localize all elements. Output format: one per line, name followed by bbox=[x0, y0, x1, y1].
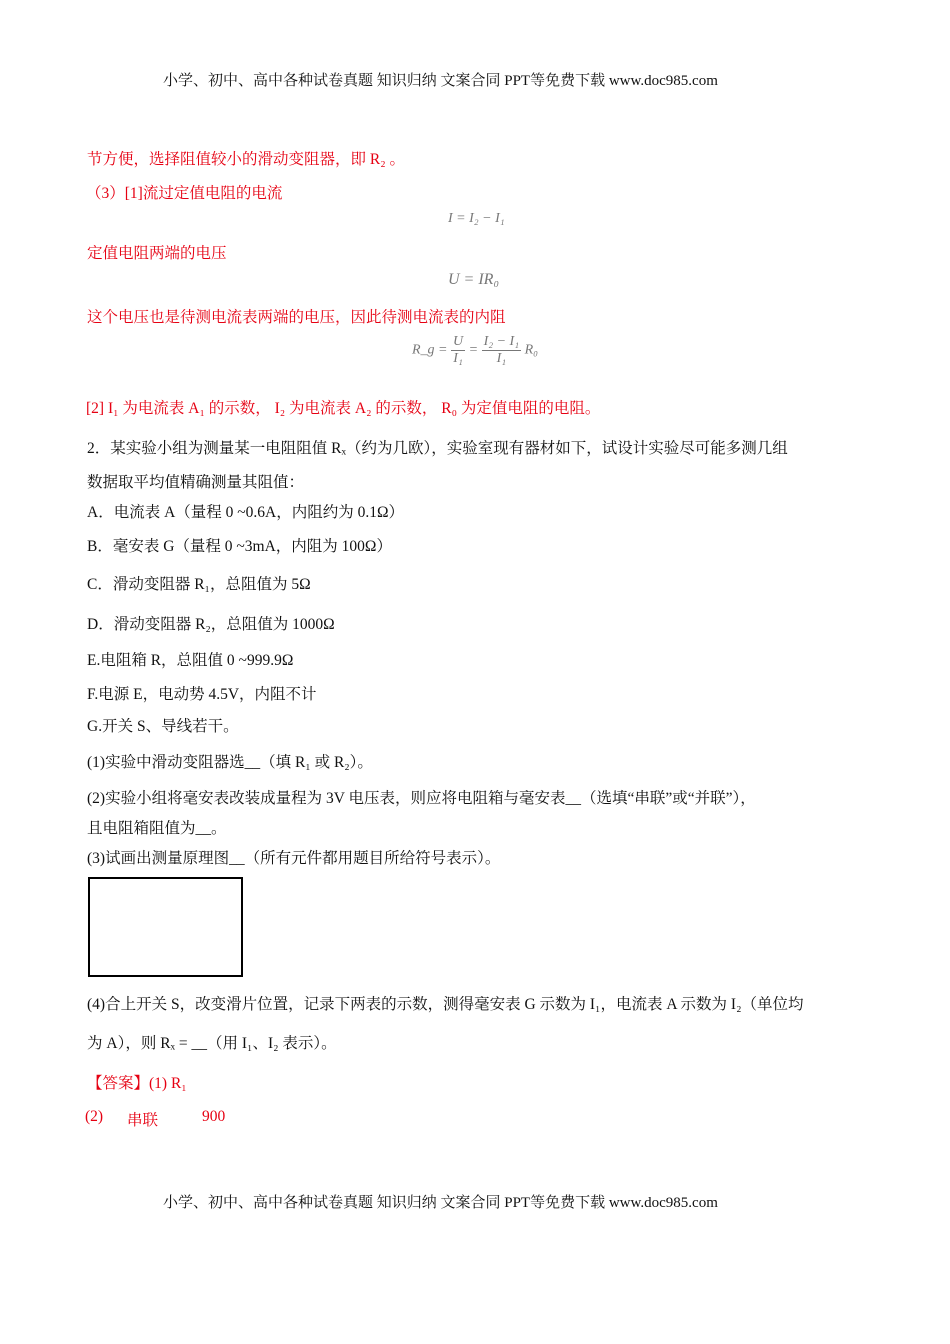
answer-1: 【答案】(1) R₁ bbox=[87, 1075, 187, 1092]
solution-line: 节方便，选择阻值较小的滑动变阻器，即 R₂ 。 bbox=[87, 151, 405, 168]
subquestion-4-cont: 为 A），则 Rₓ = __（用 I₁、I₂ 表示）。 bbox=[87, 1035, 337, 1052]
equation-rg bbox=[412, 334, 538, 367]
solution-line: 定值电阻两端的电压 bbox=[87, 245, 227, 262]
option-f: F.电源 E，电动势 4.5V，内阻不计 bbox=[87, 686, 317, 703]
diagram-answer-box bbox=[88, 877, 243, 977]
option-a: A．电流表 A（量程 0 ~0.6A，内阻约为 0.1Ω） bbox=[87, 504, 404, 521]
eq-part: R₀ bbox=[524, 342, 539, 358]
answer-2-label: (2) bbox=[85, 1108, 104, 1125]
option-c: C．滑动变阻器 R₁，总阻值为 5Ω bbox=[87, 576, 311, 593]
solution-line: （3）[1]流过定值电阻的电流 bbox=[86, 185, 283, 202]
page-footer: 小学、初中、高中各种试卷真题 知识归纳 文案合同 PPT等免费下载 www.doc985.com bbox=[163, 1195, 718, 1211]
subquestion-2: (2)实验小组将毫安表改装成量程为 3V 电压表，则应将电阻箱与毫安表__（选填“串联”或“并联”）， bbox=[87, 790, 756, 807]
question-stem: 数据取平均值精确测量其阻值： bbox=[87, 474, 305, 491]
answer-2-value: 串联 bbox=[127, 1112, 159, 1129]
eq-part: U bbox=[453, 334, 464, 349]
option-b: B．毫安表 G（量程 0 ~3mA，内阻为 100Ω） bbox=[87, 538, 392, 555]
option-g: G.开关 S、导线若干。 bbox=[87, 718, 239, 735]
fraction bbox=[451, 334, 465, 367]
subquestion-1: (1)实验中滑动变阻器选__（填 R₁ 或 R₂）。 bbox=[87, 754, 373, 771]
eq-part: I₁ bbox=[496, 351, 507, 366]
option-e: E.电阻箱 R，总阻值 0 ~999.9Ω bbox=[87, 652, 294, 669]
eq-part: I₁ bbox=[453, 351, 463, 366]
solution-line: 这个电压也是待测电流表两端的电压，因此待测电流表的内阻 bbox=[87, 309, 506, 326]
equation: U = IR₀ bbox=[448, 271, 500, 288]
solution-line: [2] I₁ 为电流表 A₁ 的示数， I₂ 为电流表 A₂ 的示数， R₀ 为定值电阻的电阻。 bbox=[86, 400, 601, 417]
eq-part: I₂ − I₁ bbox=[483, 334, 520, 349]
equation: I = I₂ − I₁ bbox=[448, 211, 505, 226]
fraction bbox=[482, 334, 522, 367]
eq-part: R_g = bbox=[412, 342, 448, 358]
page-header: 小学、初中、高中各种试卷真题 知识归纳 文案合同 PPT等免费下载 www.doc985.com bbox=[163, 73, 718, 89]
eq-part: = bbox=[468, 342, 479, 358]
answer-2-value: 900 bbox=[202, 1108, 226, 1125]
subquestion-4: (4)合上开关 S，改变滑片位置，记录下两表的示数，测得毫安表 G 示数为 I₁，电流表 A 示数为 I₂（单位均 bbox=[87, 996, 804, 1013]
option-d: D．滑动变阻器 R₂，总阻值为 1000Ω bbox=[87, 616, 335, 633]
question-stem: 2．某实验小组为测量某一电阻阻值 Rₓ（约为几欧），实验室现有器材如下，试设计实验尽可能多测几组 bbox=[87, 440, 788, 457]
subquestion-3: (3)试画出测量原理图__（所有元件都用题目所给符号表示）。 bbox=[87, 850, 501, 867]
subquestion-2-cont: 且电阻箱阻值为__。 bbox=[87, 820, 227, 837]
